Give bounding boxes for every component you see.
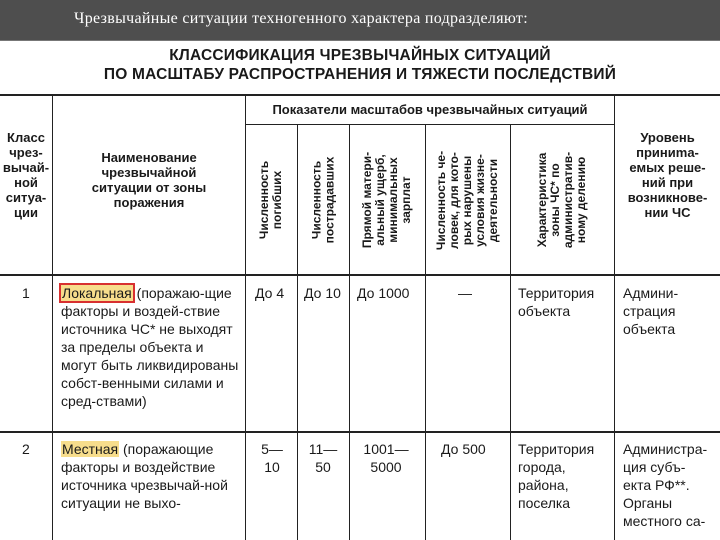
row2-damage: 1001— 5000 (363, 441, 409, 475)
rule-row-divider (0, 431, 720, 433)
slide-title-banner (0, 0, 720, 41)
header-damage (350, 126, 425, 274)
header-name: Наименование чрезвычайной ситуации от зоны поражения (91, 150, 207, 210)
row1-deaths: До 4 (255, 285, 285, 301)
row2-disrupted: До 500 (441, 441, 486, 457)
row1-class: 1 (22, 285, 30, 301)
row2-injured: 11— 50 (308, 441, 338, 475)
row1-injured: До 10 (304, 285, 341, 301)
header-injured-label: Численность пострадавших (309, 156, 337, 244)
header-class: Класс чрез- вычай- ной ситуа- ции (2, 130, 50, 220)
header-injured (298, 126, 349, 274)
row2-deaths: 5— 10 (261, 441, 283, 475)
row1-name-rest: (поражаю-щие факторы и воздей-ствие источника ЧС* не выходят за пределы объекта и могут быть ликвидированы собст-венными силами и сред-ствами) (61, 285, 239, 409)
header-level: Уровень приниma- емых реше- ний при возникнове- нии ЧС (627, 130, 708, 220)
row2-class: 2 (22, 441, 30, 457)
header-disrupted-label: Численность че- ловек, для кото- рых нарушены условия жизне- деятельности (434, 150, 501, 250)
rule-indicators (245, 124, 615, 125)
rule-top (0, 94, 720, 96)
row2-name (61, 440, 243, 512)
row1-name-highlight: Локальная (62, 285, 132, 301)
row1-name (61, 284, 243, 410)
row1-zone: Территория объекта (518, 285, 595, 319)
slide-title: Чрезвычайные ситуации техногенного характера подразделяют: (74, 10, 528, 27)
header-zone-label: Характеристика зоны ЧС* по административ- ному делению (535, 151, 589, 249)
row1-damage: До 1000 (357, 285, 410, 301)
header-indicators-group: Показатели масштабов чрезвычайных ситуаций (272, 102, 588, 117)
row2-zone: Территория города, района, поселка (518, 441, 595, 511)
row1-level: Админи- страция объекта (623, 285, 679, 337)
header-disrupted (426, 126, 510, 274)
row2-level: Администра- ция субъ- екта РФ**. Органы местного са- (623, 441, 708, 529)
rule-header-bottom (0, 274, 720, 276)
row2-name-highlight: Местная (62, 441, 119, 457)
table-heading-line2: ПО МАСШТАБУ РАСПРОСТРАНЕНИЯ И ТЯЖЕСТИ ПОСЛЕДСТВИЙ (103, 66, 617, 83)
row1-disrupted: — (458, 285, 472, 301)
header-damage-label: Прямой матери- альный ущерб, минимальных зарплат (360, 151, 414, 249)
table-heading-line1: КЛАССИФИКАЦИЯ ЧРЕЗВЫЧАЙНЫХ СИТУАЦИЙ (169, 47, 551, 64)
header-deaths (246, 126, 297, 274)
header-zone (511, 126, 614, 274)
row2-name-rest: (поражающие факторы и воздействие источника чрезвычай-ной ситуации не выхо- (61, 441, 228, 511)
header-deaths-label: Численность погибших (257, 160, 285, 240)
